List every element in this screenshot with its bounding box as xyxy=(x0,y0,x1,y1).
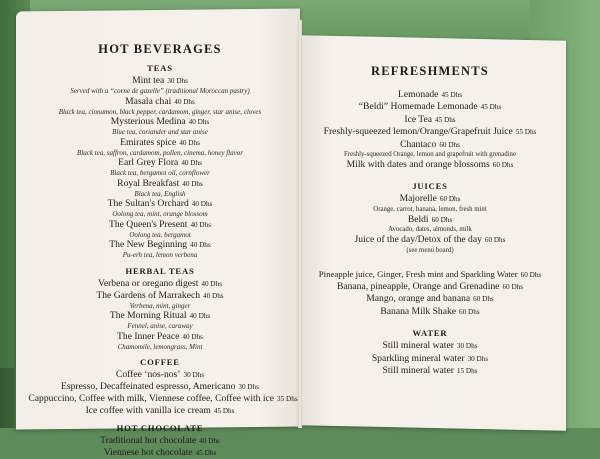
menu-item: Pineapple juice, Ginger, Fresh mint and Sparkling Water 60 Dhs xyxy=(318,268,542,279)
menu-item: Traditional hot chocolate 40 Dhs xyxy=(100,435,220,446)
menu-item: The Morning Ritual 40 Dhs xyxy=(109,310,211,321)
menu-item-desc: (see menu board) xyxy=(406,246,454,254)
menu-item: Juice of the day/Detox of the day 60 Dhs xyxy=(354,234,506,246)
menu-item-desc: Fennel, anise, caraway xyxy=(127,322,193,330)
spacer xyxy=(305,255,555,269)
water-list xyxy=(305,340,555,377)
menu-item: The Queen's Present 40 Dhs xyxy=(108,218,212,230)
mixed-juices-list xyxy=(305,269,555,319)
menu-item: Coffee ‘nos-nos’ 30 Dhs xyxy=(115,369,205,380)
menu-item: Verbena or oregano digest 40 Dhs xyxy=(97,277,222,289)
section-heading-teas: TEAS xyxy=(147,63,173,73)
menu-item-desc: Black tea, bergamot oil, cornflower xyxy=(110,169,210,177)
menu-item: Milk with dates and orange blossoms 60 Dhs xyxy=(346,159,514,171)
teas-list xyxy=(30,75,290,260)
menu-item: Beldi 60 Dhs xyxy=(407,213,453,225)
hand-shadow xyxy=(0,368,14,428)
menu-item: Mint tea 30 Dhs xyxy=(132,75,188,86)
menu-item-desc: Freshly-squeezed Orange, lemon and grapefruit with grenadine xyxy=(344,151,516,159)
hot-chocolate-list xyxy=(30,435,290,459)
menu-item: Freshly-squeezed lemon/Orange/Grapefruit Juice 55 Dhs xyxy=(323,126,537,138)
menu-item: Royal Breakfast 40 Dhs xyxy=(117,177,203,189)
menu-item: Still mineral water 30 Dhs xyxy=(382,340,478,352)
section-heading-herbal-teas: HERBAL TEAS xyxy=(125,265,195,276)
menu-item: Lemonade 45 Dhs xyxy=(397,89,463,100)
menu-item: “Beldi” Homemade Lemonade 45 Dhs xyxy=(358,101,502,113)
menu-item-desc: Served with a “corne de gazelle” (traditional Moroccan pastry) xyxy=(70,87,250,95)
juices-list xyxy=(305,193,555,254)
menu-item: Emirates spice 40 Dhs xyxy=(120,136,200,148)
menu-item: Earl Grey Flora 40 Dhs xyxy=(118,157,202,168)
menu-item: Ice coffee with vanilla ice cream 45 Dhs xyxy=(85,405,235,416)
menu-item: The Sultan's Orchard 40 Dhs xyxy=(107,198,213,209)
menu-item-desc: Pu-erh tea, lemon verbena xyxy=(122,251,198,259)
menu-item-desc: Black tea, saffron, cardamom, pollen, cinema, honey flavor xyxy=(77,148,243,157)
menu-item-desc: Avocado, dates, almonds, milk xyxy=(388,226,472,234)
hot-beverages-title: HOT BEVERAGES xyxy=(98,42,222,56)
menu-item-desc: Verbena, mint, ginger xyxy=(129,301,191,310)
section-heading-hot-chocolate: HOT CHOCOLATE xyxy=(116,423,204,433)
menu-item: Banana Milk Shake 60 Dhs xyxy=(380,305,480,317)
menu-item-desc: Blue tea, coriander and star anise xyxy=(112,128,208,136)
menu-item-desc: Black tea, cinnamon, black pepper, cardamom, ginger, star anise, cloves xyxy=(58,107,262,116)
refreshments-list xyxy=(305,89,555,171)
hot-beverages-column xyxy=(28,42,298,459)
section-heading-water: WATER xyxy=(412,328,448,339)
menu-item: Sparkling mineral water 30 Dhs xyxy=(371,352,489,364)
menu-item-desc: Oolong tea, bergamot xyxy=(129,230,191,239)
herbal-teas-list xyxy=(30,278,290,352)
refreshments-column xyxy=(305,64,555,378)
menu-item: The Inner Peace 40 Dhs xyxy=(117,330,203,342)
menu-item: Still mineral water 15 Dhs xyxy=(382,365,478,377)
menu-item-desc: Chamomile, lemongrass, Mint xyxy=(117,342,203,351)
menu-item: Mango, orange and banana 60 Dhs xyxy=(366,293,494,305)
menu-item: The New Beginning 40 Dhs xyxy=(109,239,211,250)
menu-spine xyxy=(298,20,302,428)
menu-item: Espresso, Decaffeinated espresso, Americano 30 Dhs xyxy=(61,381,259,392)
menu-item: Majorelle 60 Dhs xyxy=(399,193,461,205)
menu-item: Mysterious Medina 40 Dhs xyxy=(110,116,210,127)
menu-item: Chantaco 60 Dhs xyxy=(400,138,460,150)
menu-item: Cappuccino, Coffee with milk, Viennese coffee, Coffee with ice 35 Dhs xyxy=(28,393,298,404)
coffee-list xyxy=(28,369,298,417)
menu-item: Viennese hot chocolate 45 Dhs xyxy=(103,447,217,458)
section-heading-coffee: COFFEE xyxy=(140,357,180,367)
menu-item-desc: Orange, carrot, banana, lemon, fresh mint xyxy=(373,205,487,213)
section-heading-juices: JUICES xyxy=(412,181,448,192)
refreshments-title: REFRESHMENTS xyxy=(371,64,489,78)
menu-item: Ice Tea 45 Dhs xyxy=(404,113,456,125)
menu-item-desc: Black tea, English xyxy=(134,189,186,198)
menu-item: Banana, pineapple, Orange and Grenadine 60 Dhs xyxy=(336,281,524,293)
menu-item-desc: Oolong tea, mint, orange blossom xyxy=(112,210,208,218)
menu-item: The Gardens of Marrakech 40 Dhs xyxy=(96,289,224,301)
menu-item: Masala chai 40 Dhs xyxy=(125,95,195,107)
